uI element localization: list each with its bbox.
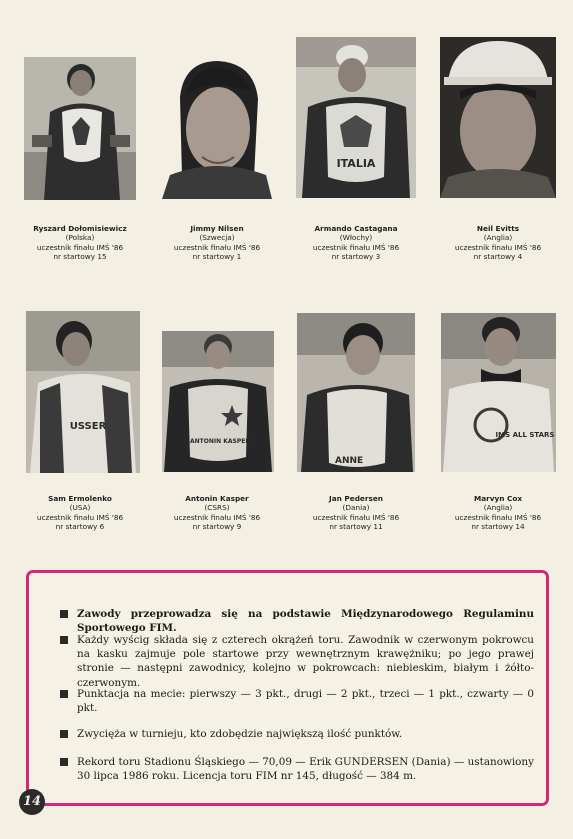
rider-photo (296, 37, 416, 198)
rider-caption (152, 494, 282, 532)
rider-start-number: nr startowy 15 (53, 252, 107, 262)
rider-start-number: nr startowy 14 (471, 522, 525, 532)
rider-event: uczestnik finału IMŚ '86 (454, 242, 542, 252)
rule-item (60, 727, 534, 741)
rider-caption (291, 224, 421, 262)
rider-name: Ryszard Dołomisiewicz (33, 224, 127, 233)
rule-text: Rekord toru Stadionu Śląskiego — 70,09 — Erik GUNDERSEN (Dania) — ustanowiony 30 lipca 1986 roku. Licencja toru FIM nr 145, długość — 384 m. (77, 756, 534, 783)
rider-event: uczestnik finału IMŚ '86 (173, 242, 261, 252)
bullet-square-icon (60, 690, 68, 698)
rider-event: uczestnik finału IMŚ '86 (454, 512, 542, 522)
rider-start-number: nr startowy 9 (192, 522, 242, 532)
rider-name: Marvyn Cox (473, 494, 523, 503)
rider-country: (CSRS) (204, 503, 230, 513)
rider-photo (26, 311, 140, 473)
bullet-square-icon (60, 610, 68, 618)
rider-photo (440, 37, 556, 198)
rider-name: Jimmy Nilsen (190, 224, 244, 233)
rider-start-number: nr startowy 4 (473, 252, 523, 262)
rule-item (60, 633, 534, 690)
rider-caption (291, 494, 421, 532)
rider-name: Sam Ermolenko (48, 494, 112, 503)
rule-item (60, 755, 534, 783)
rule-text: Zwycięża w turnieju, kto zdobędzie największą ilość punktów. (77, 728, 403, 740)
rider-start-number: nr startowy 3 (331, 252, 381, 262)
rule-text: Każdy wyścig składa się z czterech okrążeń toru. Zawodnik w czerwonym pokrowcu na kasku zajmuje pole startowe przy wewnętrznym krawężniku; po jego prawej stronie — następni zawodnicy, kolejno w pokrowcach: niebieskim, białym i żółto-czerwonym. (77, 634, 534, 689)
rule-item (60, 687, 534, 715)
rider-name: Antonin Kasper (185, 494, 249, 503)
page-number: 14 (19, 789, 45, 815)
rider-event: uczestnik finału IMŚ '86 (312, 242, 400, 252)
rider-country: (Dania) (342, 503, 370, 513)
rider-photo (441, 313, 556, 472)
rider-event: uczestnik finału IMŚ '86 (173, 512, 261, 522)
rider-name: Neil Evitts (476, 224, 520, 233)
rule-item (60, 607, 534, 635)
rider-start-number: nr startowy 1 (192, 252, 242, 262)
rider-photo (162, 331, 274, 472)
rider-country: (USA) (69, 503, 91, 513)
rider-event: uczestnik finału IMŚ '86 (312, 512, 400, 522)
castagna-bib-text: ITALIA (336, 157, 376, 170)
bullet-square-icon (60, 758, 68, 766)
ermolenko-sponsor-text: USSER (69, 421, 107, 432)
cox-bib-text: IMS ALL STARS (495, 431, 555, 439)
rider-event: uczestnik finału IMŚ '86 (36, 512, 124, 522)
rider-country: (Anglia) (483, 503, 513, 513)
rider-name: Armando Castagana (314, 224, 398, 233)
rider-country: (Szwecja) (199, 233, 235, 243)
rider-photo (297, 313, 415, 472)
rule-text: Zawody przeprowadza się na podstawie Międzynarodowego Regulaminu Sportowego FIM. (77, 608, 534, 635)
rider-caption (433, 494, 563, 532)
bullet-square-icon (60, 730, 68, 738)
rider-photo (24, 57, 136, 200)
rider-caption (15, 494, 145, 532)
kasper-bib-text: ANTONIN KASPER (190, 438, 250, 445)
rider-caption (433, 224, 563, 262)
rider-country: (Polska) (65, 233, 95, 243)
bullet-square-icon (60, 636, 68, 644)
rule-text: Punktacja na mecie: pierwszy — 3 pkt., drugi — 2 pkt., trzeci — 1 pkt., czwarty — 0 pkt. (77, 688, 534, 715)
rider-caption (152, 224, 282, 262)
rider-name: Jan Pedersen (329, 494, 383, 503)
rider-event: uczestnik finału IMŚ '86 (36, 242, 124, 252)
rider-country: (Anglia) (483, 233, 513, 243)
pedersen-bib-text: ANNE (335, 456, 364, 466)
rider-start-number: nr startowy 6 (55, 522, 105, 532)
rider-photo (162, 57, 272, 199)
rules-box (26, 570, 549, 806)
rider-country: (Włochy) (339, 233, 373, 243)
rider-start-number: nr startowy 11 (329, 522, 383, 532)
rider-caption (15, 224, 145, 262)
